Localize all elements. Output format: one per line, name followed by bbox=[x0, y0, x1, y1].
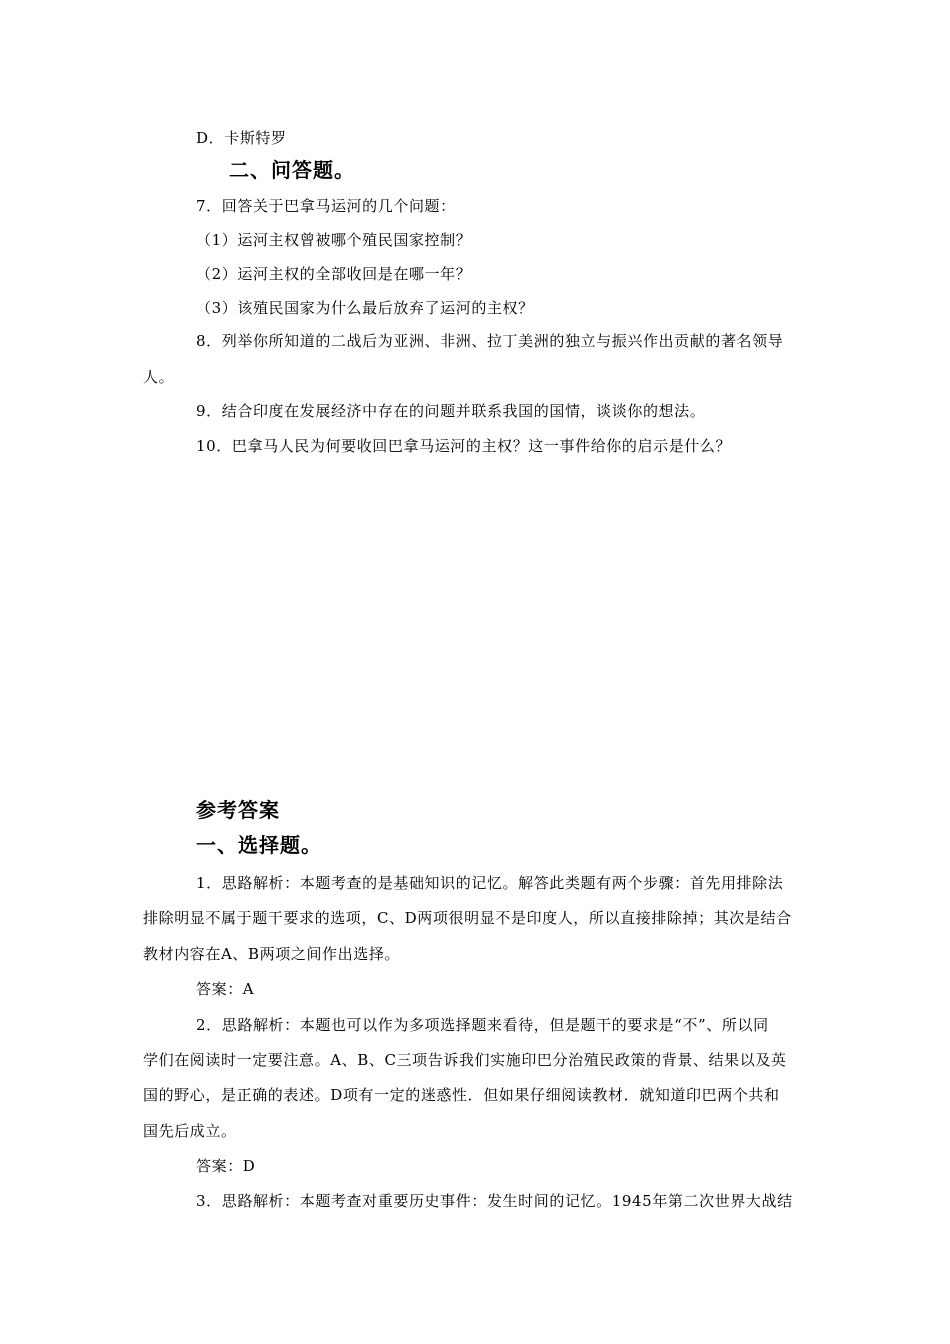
option-d: D．卡斯特罗 bbox=[196, 129, 287, 147]
answer-2-line1: 2．思路解析：本题也可以作为多项选择题来看待，但是题干的要求是“不”、所以同 bbox=[196, 1016, 769, 1034]
answers-title: 参考答案 bbox=[196, 798, 280, 822]
question-7: 7．回答关于巴拿马运河的几个问题： bbox=[196, 197, 456, 215]
question-7-3: （3）该殖民国家为什么最后放弃了运河的主权？ bbox=[196, 299, 534, 317]
answer-2-line4: 国先后成立。 bbox=[143, 1122, 237, 1140]
answer-2-line3: 国的野心，是正确的表述。D项有一定的迷惑性．但如果仔细阅读教材．就知道印巴两个共和 bbox=[143, 1086, 780, 1104]
answer-1-line1: 1．思路解析：本题考查的是基础知识的记忆。解答此类题有两个步骤：首先用排除法 bbox=[196, 874, 784, 892]
section2-heading: 二、问答题。 bbox=[229, 158, 355, 182]
answer-3-line1: 3．思路解析：本题考查对重要历史事件：发生时间的记忆。1945年第二次世界大战结 bbox=[196, 1192, 793, 1210]
question-7-1: （1）运河主权曾被哪个殖民国家控制？ bbox=[196, 231, 472, 249]
answer-2-line2: 学们在阅读时一定要注意。A、B、C三项告诉我们实施印巴分治殖民政策的背景、结果以及英 bbox=[143, 1051, 787, 1069]
answer-1-line2: 排除明显不属于题干要求的选项，C、D两项很明显不是印度人，所以直接排除掉；其次是结合 bbox=[143, 909, 792, 927]
section1-heading: 一、选择题。 bbox=[196, 833, 322, 857]
question-7-2: （2）运河主权的全部收回是在哪一年？ bbox=[196, 265, 472, 283]
question-8-line1: 8．列举你所知道的二战后为亚洲、非洲、拉丁美洲的独立与振兴作出贡献的著名领导 bbox=[196, 332, 784, 350]
answer-1-key: 答案：A bbox=[196, 980, 255, 998]
question-8-line2: 人。 bbox=[143, 368, 175, 386]
question-9: 9．结合印度在发展经济中存在的问题并联系我国的国情，谈谈你的想法。 bbox=[196, 402, 706, 420]
question-10: 10．巴拿马人民为何要收回巴拿马运河的主权？这一事件给你的启示是什么？ bbox=[196, 437, 732, 455]
answer-2-key: 答案：D bbox=[196, 1157, 256, 1175]
answer-1-line3: 教材内容在A、B两项之间作出选择。 bbox=[143, 945, 401, 963]
